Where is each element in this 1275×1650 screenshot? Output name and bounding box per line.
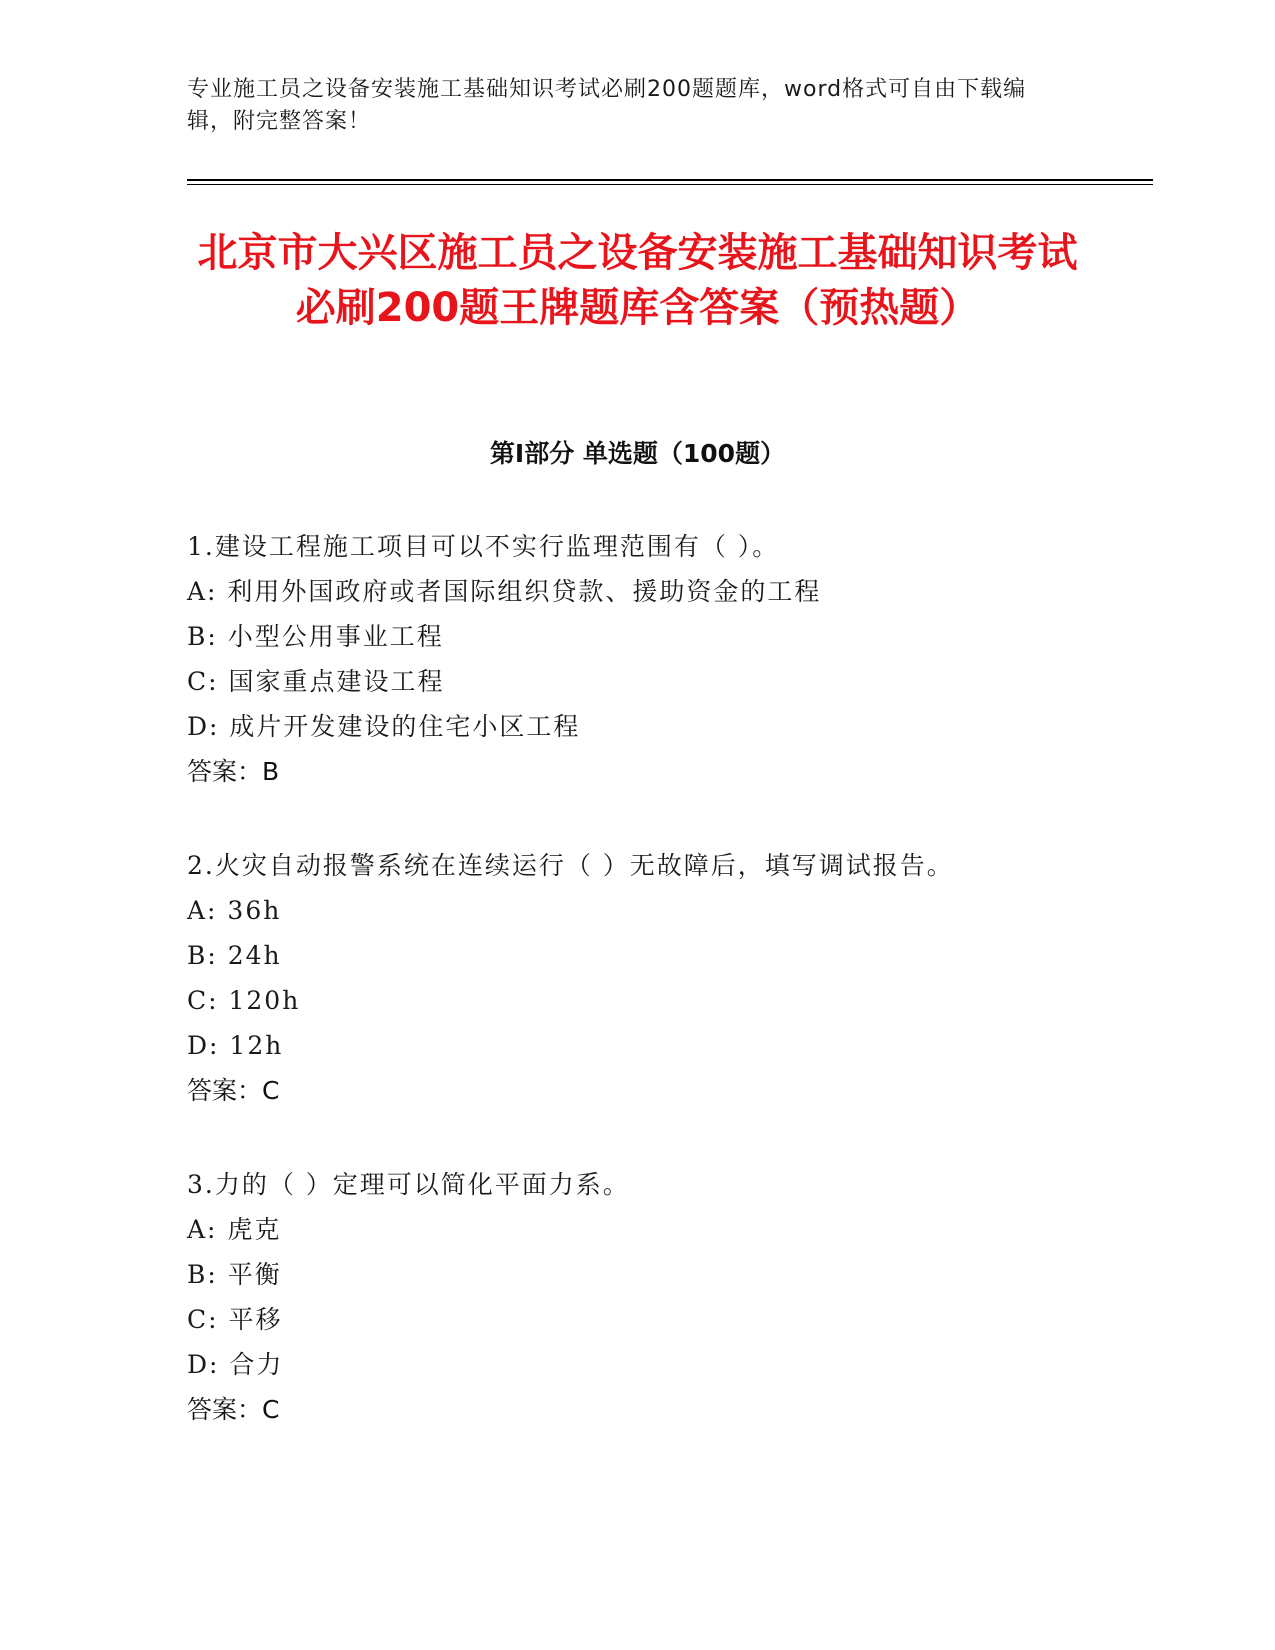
option-d: D: 合力 xyxy=(187,1350,284,1379)
option-a: A: 36h xyxy=(187,896,282,925)
question-stem: 2.火灾自动报警系统在连续运行（ ）无故障后，填写调试报告。 xyxy=(187,851,954,880)
header-note: 专业施工员之设备安装施工基础知识考试必刷200题题库，word格式可自由下载编辑，附完整答案！ xyxy=(187,77,1027,134)
option-c: C: 国家重点建设工程 xyxy=(187,667,445,696)
header-rule-thick xyxy=(187,179,1153,181)
answer: 答案：B xyxy=(187,757,280,786)
option-d: D: 12h xyxy=(187,1031,284,1060)
option-a: A: 利用外国政府或者国际组织贷款、援助资金的工程 xyxy=(187,577,822,606)
document-title: 北京市大兴区施工员之设备安装施工基础知识考试必刷200题王牌题库含答案（预热题） xyxy=(197,230,1078,331)
option-c: C: 平移 xyxy=(187,1305,283,1334)
section-heading: 第I部分 单选题（100题） xyxy=(489,439,786,468)
option-b: B: 24h xyxy=(187,941,282,970)
option-b: B: 小型公用事业工程 xyxy=(187,622,444,651)
answer: 答案：C xyxy=(187,1395,280,1424)
question-2 xyxy=(187,843,1137,1113)
option-c: C: 120h xyxy=(187,986,301,1015)
option-d: D: 成片开发建设的住宅小区工程 xyxy=(187,712,581,741)
option-a: A: 虎克 xyxy=(187,1215,282,1244)
answer: 答案：C xyxy=(187,1076,280,1105)
question-stem: 1.建设工程施工项目可以不实行监理范围有（ ）。 xyxy=(187,532,780,561)
question-1 xyxy=(187,524,1137,794)
option-b: B: 平衡 xyxy=(187,1260,282,1289)
header-rule-thin xyxy=(187,184,1153,185)
question-3 xyxy=(187,1162,1137,1432)
question-stem: 3.力的（ ）定理可以简化平面力系。 xyxy=(187,1170,630,1199)
